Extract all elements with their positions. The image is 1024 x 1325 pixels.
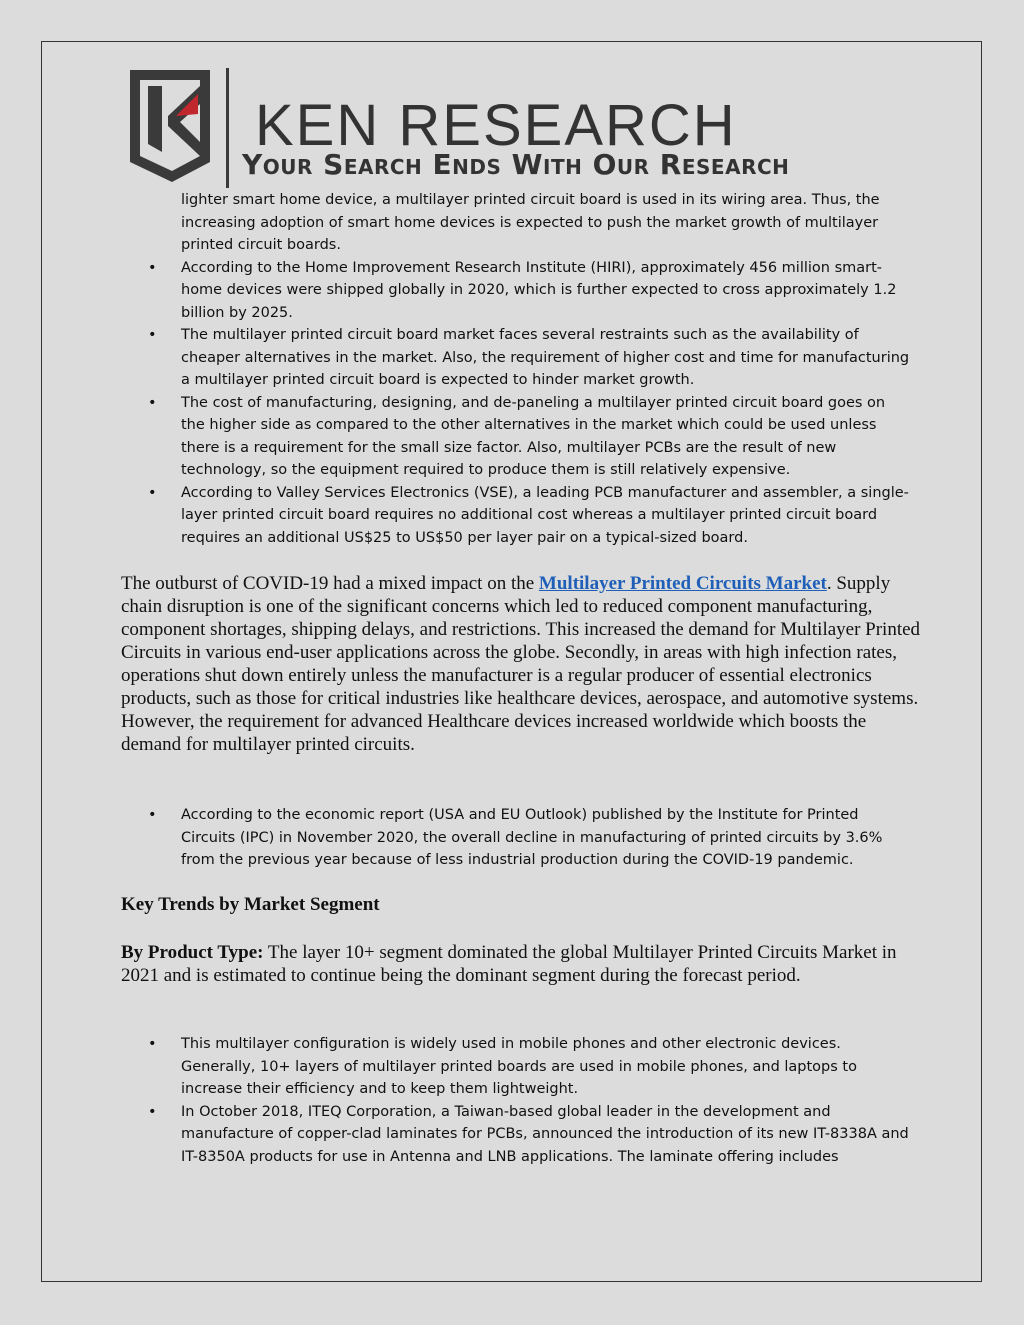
covid-bullet-list	[42, 804, 981, 872]
list-item	[42, 804, 981, 872]
list-item	[42, 1033, 981, 1101]
list-item	[42, 189, 981, 257]
list-item-text: This multilayer configuration is widely used in mobile phones and other electronic devices. Generally, 10+ layers of multilayer printed boards are used in mobile phones, and laptops to increase their efficiency and to keep them lightweight.	[181, 1036, 857, 1097]
document-page	[41, 41, 982, 1282]
covid-text-after: . Supply chain disruption is one of the significant concerns which led to reduced component manufacturing, component shortages, shipping delays, and restrictions. This increased the demand for Multilayer Printed Circuits in various end-user applications across the globe. Secondly, in areas with high infection rates, operations shut down entirely unless the manufacturer is a regular producer of essential electronics products, such as those for critical industries like healthcare devices, aerospace, and automotive systems. However, the requirement for advanced Healthcare devices increased worldwide which boosts the demand for multilayer printed circuits.	[121, 573, 921, 755]
brand-tagline: Your Search Ends With Our Research	[242, 148, 790, 181]
ken-shield-icon	[128, 64, 238, 189]
list-item	[42, 1101, 981, 1169]
brand-name: KEN RESEARCH	[255, 93, 737, 158]
list-item-text: lighter smart home device, a multilayer printed circuit board is used in its wiring area. Thus, the increasing adoption of smart home devices is expected to push the market growth of multilayer printed circuit boards.	[181, 192, 880, 253]
market-link[interactable]: Multilayer Printed Circuits Market	[538, 573, 827, 594]
covid-text-before: The outburst of COVID-19 had a mixed impact on the	[121, 573, 539, 594]
list-item-text: The cost of manufacturing, designing, and de-paneling a multilayer printed circuit board goes on the higher side as compared to the other alternatives in the market which could be used unless there is a requirement for the small size factor. Also, multilayer PCBs are the result of new technology, so the equipment required to produce them is still relatively expensive.	[181, 394, 886, 478]
product-type-label: By Product Type:	[121, 942, 264, 963]
covid-bullet-section	[42, 804, 981, 872]
list-item-text: According to Valley Services Electronics (VSE), a leading PCB manufacturer and assembler, a single-layer printed circuit board requires no additional cost whereas a multilayer printed circuit board requires an additional US$25 to US$50 per layer pair on a typical-sized board.	[181, 484, 909, 546]
top-bullet-list	[42, 189, 981, 549]
covid-impact-paragraph	[121, 572, 921, 756]
list-item	[42, 324, 981, 392]
list-item-text: The multilayer printed circuit board market faces several restraints such as the availability of cheaper alternatives in the market. Also, the requirement of higher cost and time for manufacturing a multilayer printed circuit board is expected to hinder market growth.	[181, 327, 910, 388]
product-type-text: The layer 10+ segment dominated the global Multilayer Printed Circuits Market in 2021 and is estimated to continue being the dominant segment during the forecast period.	[121, 942, 897, 986]
product-type-paragraph	[121, 941, 921, 987]
top-bullet-section	[42, 189, 981, 549]
product-bullet-list	[42, 1033, 981, 1168]
list-item-text: According to the Home Improvement Research Institute (HIRI), approximately 456 million smart-home devices were shipped globally in 2020, which is further expected to cross approximately 1.2 billion by 2025.	[181, 259, 897, 321]
list-item-text: In October 2018, ITEQ Corporation, a Taiwan-based global leader in the development and manufacture of copper-clad laminates for PCBs, announced the introduction of its new IT-8338A and IT-8350A products for use in Antenna and LNB applications. The laminate offering includes	[181, 1103, 909, 1165]
product-bullet-section	[42, 1033, 981, 1168]
list-item-text: According to the economic report (USA and EU Outlook) published by the Institute for Printed Circuits (IPC) in November 2020, the overall decline in manufacturing of printed circuits by 3.6% from the previous year because of less industrial production during the COVID-19 pandemic.	[181, 807, 883, 868]
list-item	[42, 257, 981, 325]
list-item	[42, 482, 981, 550]
ken-research-logo	[128, 64, 908, 189]
key-trends-heading: Key Trends by Market Segment	[121, 894, 380, 915]
list-item	[42, 392, 981, 482]
